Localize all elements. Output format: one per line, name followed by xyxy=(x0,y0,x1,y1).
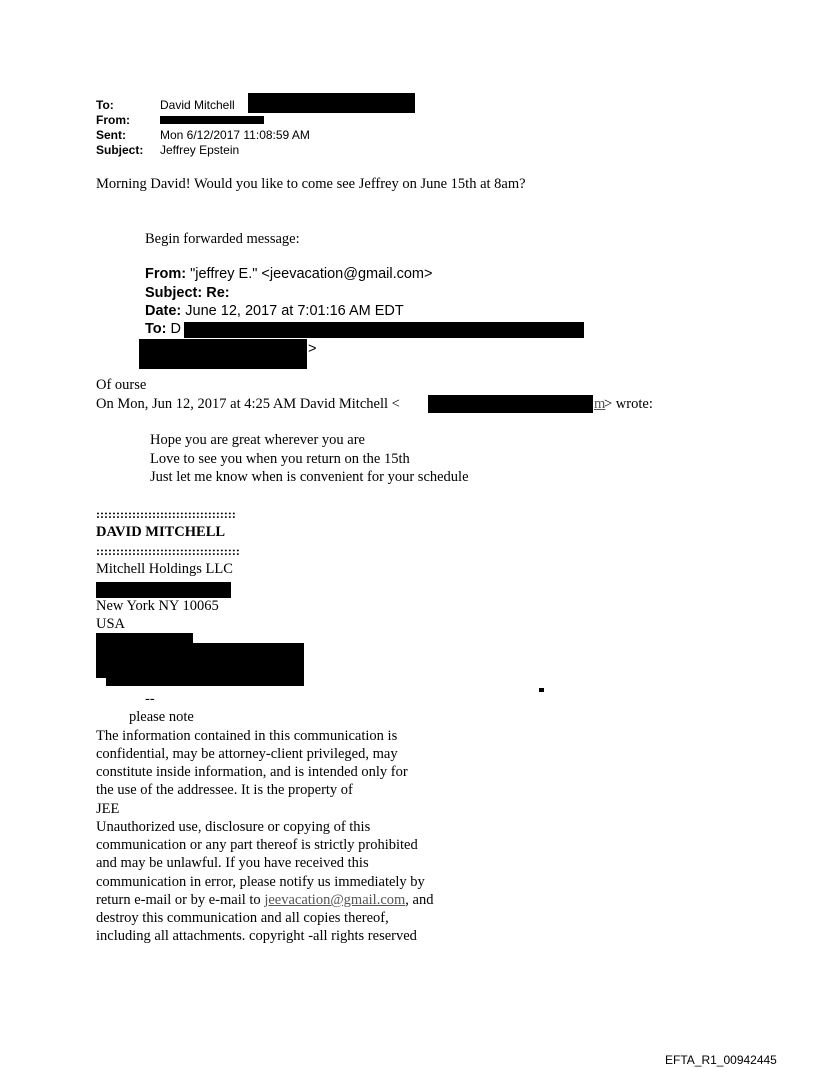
fwd-to-value-end: > xyxy=(308,341,317,357)
signature-name: DAVID MITCHELL xyxy=(96,524,226,540)
notice-line: The information contained in this communication is xyxy=(96,728,398,744)
notice-line: destroy this communication and all copies thereof, xyxy=(96,910,389,926)
subject-label: Subject: xyxy=(96,143,144,157)
redaction-box xyxy=(160,116,264,124)
notice-return-start: return e-mail or by e-mail to xyxy=(96,892,265,908)
signature-dots-bottom: :::::::::::::::::::::::::::::::::::: xyxy=(96,544,240,558)
notice-line: including all attachments. copyright -all rights reserved xyxy=(96,928,417,944)
fwd-date-label: Date: xyxy=(145,303,182,319)
notice-line: communication or any part thereof is strictly prohibited xyxy=(96,837,418,853)
redaction-box xyxy=(539,688,544,692)
redaction-box xyxy=(96,643,304,678)
quote-intro-partial: m xyxy=(594,396,606,412)
notice-line: the use of the addressee. It is the property of xyxy=(96,782,353,798)
redaction-box xyxy=(96,582,231,598)
fwd-to-line xyxy=(145,320,181,338)
document-id: EFTA_R1_00942445 xyxy=(665,1053,777,1067)
notice-please-note: please note xyxy=(129,709,194,725)
begin-forwarded-text: Begin forwarded message: xyxy=(145,231,300,247)
notice-line: JEE xyxy=(96,801,120,817)
quoted-line: Hope you are great wherever you are xyxy=(150,432,365,448)
notice-return-line xyxy=(96,891,433,909)
fwd-to-label: To: xyxy=(145,321,167,337)
signature-city: New York NY 10065 xyxy=(96,598,219,614)
subject-value: Jeffrey Epstein xyxy=(160,143,240,157)
signature-dots-top: ::::::::::::::::::::::::::::::::::: xyxy=(96,507,236,521)
fwd-to-value-start: D xyxy=(170,321,181,337)
fwd-subject-label: Subject: xyxy=(145,285,203,301)
notice-dashes: -- xyxy=(145,691,155,707)
to-label: To: xyxy=(96,98,114,112)
greeting-text: Morning David! Would you like to come see Jeffrey on June 15th at 8am? xyxy=(96,176,526,192)
reply-text: Of ourse xyxy=(96,377,147,393)
fwd-date-value: June 12, 2017 at 7:01:16 AM EDT xyxy=(185,303,404,319)
quoted-line: Just let me know when is convenient for your schedule xyxy=(150,469,469,485)
fwd-from-line xyxy=(145,265,432,283)
notice-line: Unauthorized use, disclosure or copying of this xyxy=(96,819,371,835)
sent-value: Mon 6/12/2017 11:08:59 AM xyxy=(160,128,310,142)
fwd-from-value: "jeffrey E." <jeevacation@gmail.com> xyxy=(190,266,433,282)
notice-return-end: , and xyxy=(405,892,434,908)
redaction-box xyxy=(184,322,584,338)
redaction-box xyxy=(248,93,415,113)
quoted-line: Love to see you when you return on the 15th xyxy=(150,451,410,467)
signature-country: USA xyxy=(96,616,126,632)
fwd-date-line xyxy=(145,302,404,320)
sent-label: Sent: xyxy=(96,128,126,142)
quote-intro-start: On Mon, Jun 12, 2017 at 4:25 AM David Mitchell < xyxy=(96,396,400,412)
notice-line: and may be unlawful. If you have received this xyxy=(96,855,369,871)
fwd-from-label: From: xyxy=(145,266,187,282)
redaction-box xyxy=(106,676,304,686)
notice-line: communication in error, please notify us immediately by xyxy=(96,874,425,890)
signature-company: Mitchell Holdings LLC xyxy=(96,561,233,577)
fwd-subject-value: Re: xyxy=(206,285,230,301)
email-link[interactable]: jeevacation@gmail.com xyxy=(264,892,406,908)
redaction-box xyxy=(428,395,593,413)
fwd-subject-line xyxy=(145,284,230,302)
from-label: From: xyxy=(96,113,130,127)
quote-intro-end: > wrote: xyxy=(604,396,653,412)
to-value: David Mitchell xyxy=(160,98,235,112)
redaction-box xyxy=(139,339,307,369)
notice-line: confidential, may be attorney-client privileged, may xyxy=(96,746,398,762)
notice-line: constitute inside information, and is intended only for xyxy=(96,764,408,780)
